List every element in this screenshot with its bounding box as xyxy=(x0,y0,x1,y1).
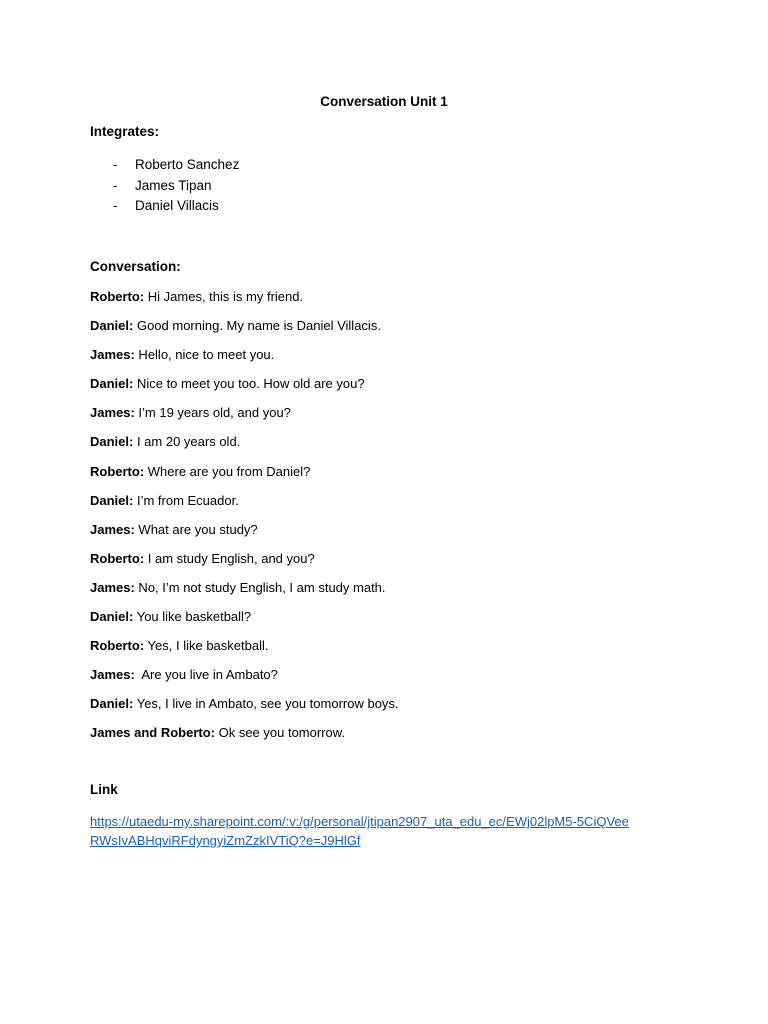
dialogue-line xyxy=(90,317,399,346)
dialogue-line xyxy=(90,433,399,462)
speaker-name: Roberto: xyxy=(90,550,145,566)
dialogue-text: What are you study? xyxy=(134,521,258,537)
dialogue-line xyxy=(90,579,399,608)
dialogue-text: Nice to meet you too. How old are you? xyxy=(133,376,365,392)
speaker-name: James: xyxy=(90,579,135,595)
dialogue-text: Ok see you tomorrow. xyxy=(214,725,346,741)
integrates-heading: Integrates: xyxy=(90,124,160,139)
dialogue-line xyxy=(90,288,399,317)
speaker-name: James and Roberto: xyxy=(90,725,215,741)
speaker-name: Daniel: xyxy=(90,609,134,625)
dialogue-text: Where are you from Daniel? xyxy=(144,463,311,479)
dialogue-text: I’m from Ecuador. xyxy=(133,492,239,508)
dialogue-text: I’m 19 years old, and you? xyxy=(134,405,291,421)
list-dash: - xyxy=(113,157,118,172)
member-name: James Tipan xyxy=(135,177,212,193)
dialogue-text: Yes, I like basketball. xyxy=(144,638,269,654)
speaker-name: Daniel: xyxy=(90,434,134,450)
speaker-name: Daniel: xyxy=(90,318,134,334)
speaker-name: Daniel: xyxy=(90,696,134,712)
list-item xyxy=(113,177,239,198)
dialogue-line xyxy=(90,724,399,753)
dialogue-text: You like basketball? xyxy=(133,609,252,625)
dialogue-line xyxy=(90,404,399,433)
dialogue-text: No, I’m not study English, I am study math. xyxy=(134,579,386,595)
dialogue-line xyxy=(90,637,399,666)
dialogue-text: I am 20 years old. xyxy=(133,434,241,450)
dialogue-line xyxy=(90,521,399,550)
speaker-name: James: xyxy=(90,405,135,421)
list-item xyxy=(113,156,239,177)
dialogue-line xyxy=(90,492,399,521)
speaker-name: James: xyxy=(90,521,135,537)
list-dash: - xyxy=(113,177,118,193)
member-name: Roberto Sanchez xyxy=(135,157,240,172)
dialogue-text: Hello, nice to meet you. xyxy=(134,347,275,363)
speaker-name: Roberto: xyxy=(90,463,145,479)
conversation-lines xyxy=(90,288,399,754)
member-name: Daniel Villacis xyxy=(135,198,219,213)
speaker-name: Roberto: xyxy=(90,289,145,304)
member-list xyxy=(113,156,239,218)
dialogue-text: Yes, I live in Ambato, see you tomorrow boys. xyxy=(133,696,399,712)
list-dash: - xyxy=(113,198,118,213)
video-link[interactable]: https://utaedu-my.sharepoint.com/:v:/g/personal/jtipan2907_uta_edu_ec/EWj02lpM5-5CiQVeeRWsIvABHqviRFdyngyiZmZzkIVTiQ?e=J9HlGf xyxy=(90,814,629,848)
link-heading: Link xyxy=(90,782,118,797)
dialogue-text: Are you live in Ambato? xyxy=(134,667,278,683)
dialogue-line xyxy=(90,666,399,695)
conversation-heading: Conversation: xyxy=(90,259,181,274)
dialogue-text: Good morning. My name is Daniel Villacis. xyxy=(133,318,381,334)
dialogue-text: Hi James, this is my friend. xyxy=(144,289,304,304)
list-item xyxy=(113,197,239,218)
dialogue-line xyxy=(90,375,399,404)
speaker-name: James: xyxy=(90,347,135,363)
speaker-name: James: xyxy=(90,667,135,683)
speaker-name: Roberto: xyxy=(90,638,145,654)
dialogue-line xyxy=(90,695,399,724)
dialogue-text: I am study English, and you? xyxy=(144,550,315,566)
speaker-name: Daniel: xyxy=(90,376,134,392)
dialogue-line xyxy=(90,463,399,492)
speaker-name: Daniel: xyxy=(90,492,134,508)
dialogue-line xyxy=(90,550,399,579)
document-title: Conversation Unit 1 xyxy=(320,94,448,109)
dialogue-line xyxy=(90,346,399,375)
dialogue-line xyxy=(90,608,399,637)
